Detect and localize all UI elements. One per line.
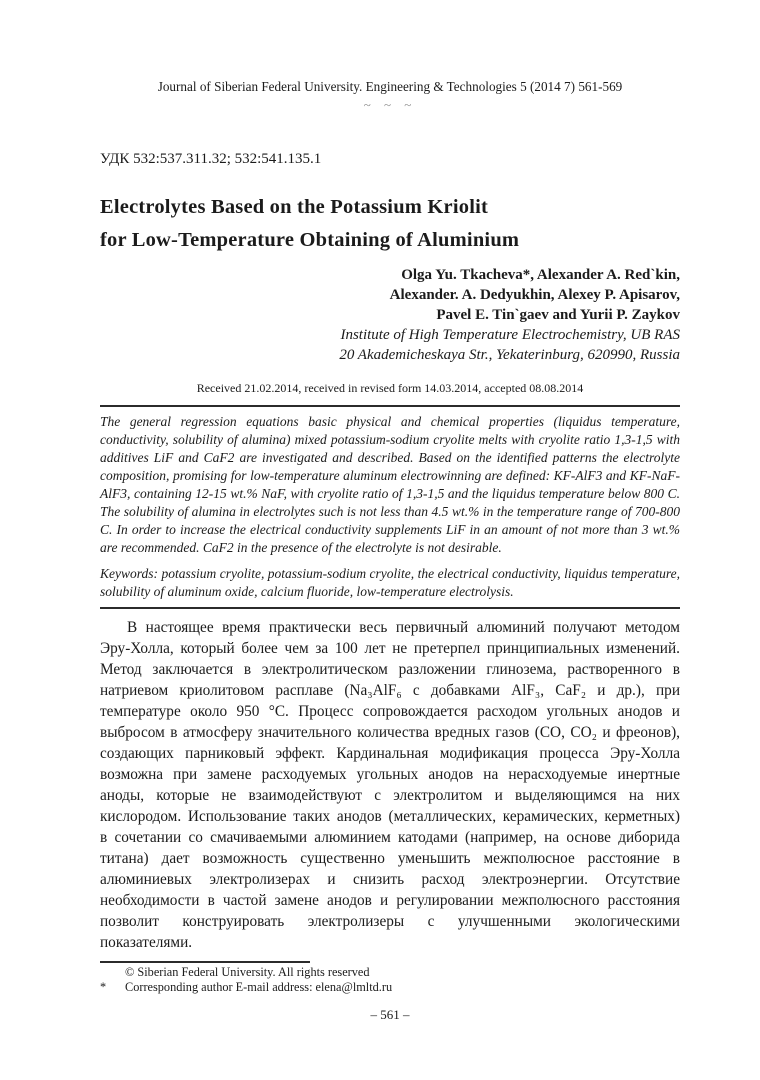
tilde-separator: ~ ~ ~	[363, 97, 417, 112]
author-line: Alexander. A. Dedyukhin, Alexey P. Apisarov,	[389, 287, 680, 303]
page-number: – 561 –	[370, 1007, 410, 1022]
divider-below-keywords	[100, 607, 680, 609]
author-line: Olga Yu. Tkacheva*, Alexander A. Red`kin,	[401, 267, 680, 283]
affiliation-line: 20 Akademicheskaya Str., Yekaterinburg, 620990, Russia	[339, 347, 680, 363]
authors-block	[100, 265, 680, 325]
udc-code: УДК 532:537.311.32; 532:541.135.1	[100, 151, 322, 167]
divider-above-abstract	[100, 405, 680, 407]
body-paragraph: В настоящее время практически весь первичный алюминий получают методом Эру-Холла, который более чем за 100 лет не претерпел принципиальных изменений. Метод заключается в электролитическом разложении глинозема, растворенного в натриевом криолитовом расплаве (Na₃AlF₆ с добавками AlF₃, CaF₂ и др.), при температуре около 950 °С. Процесс сопровождается расходом угольных анодов и выбросом в атмосферу значительного количества вредных газов (СО, СО₂ и фреонов), создающих парниковый эффект. Кардинальная модификация процесса Эру-Холла возможна при замене расходуемых угольных анодов на нерасходуемые инертные аноды, которые не взаимодействуют с электролитом и выделяющимся на них кислородом. Использование таких анодов (металлических, керамических, керметных) в сочетании со смачиваемыми алюминием катодами (например, на основе диборида титана) дает возможность существенно уменьшить межполюсное расстояние в алюминиевых электролизерах и снизить расход электроэнергии. Отсутствие необходимости в частой замене анодов и регулировании межполюсного расстояния позволит конструировать электролизеры с улучшенными экологическими показателями.	[100, 619, 680, 951]
article-title	[100, 191, 680, 257]
footnote-corresponding-author	[100, 980, 680, 995]
affiliation-block	[100, 325, 680, 365]
title-line-1: Electrolytes Based on the Potassium Kriolit	[100, 196, 489, 218]
copyright-text: © Siberian Federal University. All rights reserved	[125, 965, 370, 979]
title-line-2: for Low-Temperature Obtaining of Aluminium	[100, 229, 520, 251]
footnote-copyright	[100, 965, 680, 980]
abstract-text: The general regression equations basic physical and chemical properties (liquidus temperature, conductivity, solubility of alumina) mixed potassium-sodium cryolite melts with cryolite ratio 1,3-1,5 with additives LiF and CaF2 are investigated and described. Based on the identified patterns the electrolyte composition, promising for low-temperature aluminum electrowinning are defined: KF-AlF3 and KF-NaF-AlF3, containing 12-15 wt.% NaF, with cryolite ratio of 1,3-1,5 and the liquidus temperature below 800 C. The solubility of alumina in electrolytes such is not less than 4.5 wt.% in the temperature range of 700-800 C. In order to increase the electrical conductivity supplements LiF in an amount of not more than 3 wt.% are recommended. CaF2 in the presence of the electrolyte is not desirable.	[100, 414, 680, 555]
received-dates: Received 21.02.2014, received in revised form 14.03.2014, accepted 08.08.2014	[196, 381, 584, 395]
author-line: Pavel E. Tin`gaev and Yurii P. Zaykov	[436, 307, 680, 323]
corresponding-author-text: Corresponding author E-mail address: elena@lmltd.ru	[125, 980, 393, 994]
asterisk-marker: *	[100, 980, 107, 994]
affiliation-line: Institute of High Temperature Electrochemistry, UB RAS	[340, 327, 680, 343]
keywords-text: Keywords: potassium cryolite, potassium-sodium cryolite, the electrical conductivity, liquidus temperature, solubility of aluminum oxide, calcium fluoride, low-temperature electrolysis.	[100, 566, 680, 599]
footnote-divider	[100, 961, 310, 963]
journal-header: Journal of Siberian Federal University. Engineering & Technologies 5 (2014 7) 561-569	[157, 79, 623, 94]
footnote-marker-blank	[100, 965, 125, 980]
